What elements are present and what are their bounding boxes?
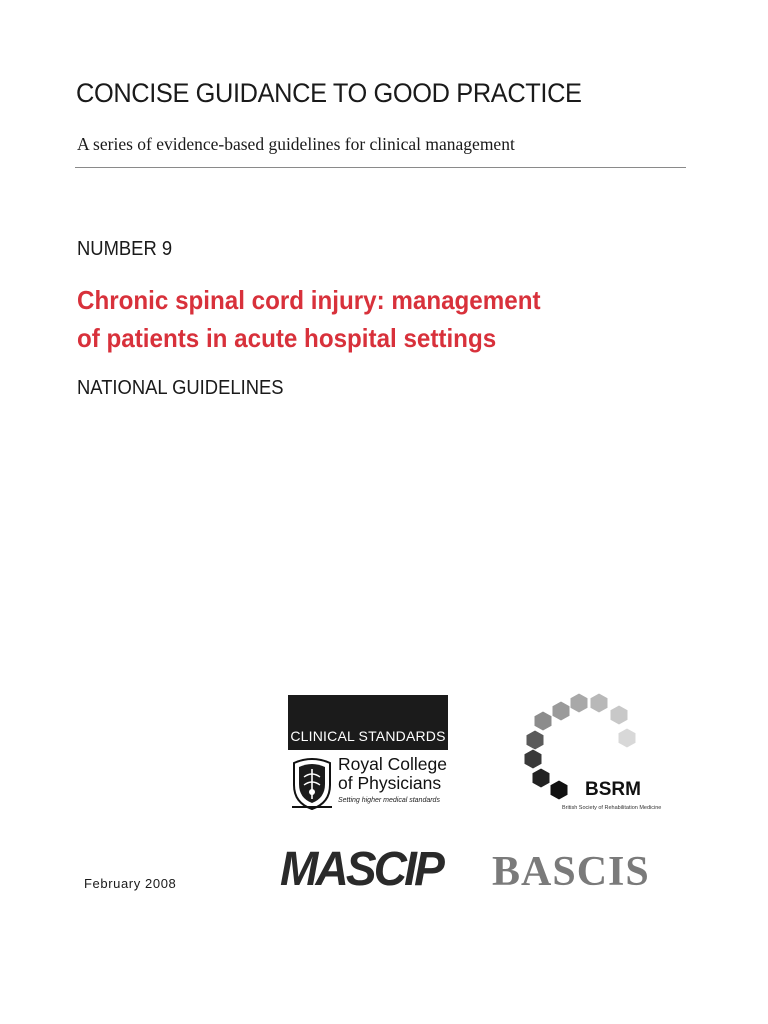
clinical-standards-band: [288, 695, 448, 750]
bsrm-logo: [510, 687, 675, 817]
document-number: NUMBER 9: [77, 238, 173, 260]
rcp-crest-icon: [290, 755, 334, 811]
mascip-wordmark: MASCIP: [280, 843, 442, 896]
rcp-logo: [288, 695, 448, 813]
document-type: NATIONAL GUIDELINES: [77, 377, 284, 399]
document-title: [77, 281, 635, 357]
mascip-logo: [276, 840, 460, 900]
bsrm-full-name: British Society of Rehabilitation Medicine: [562, 805, 662, 811]
rcp-name: [338, 755, 447, 793]
rcp-name-line-1: Royal College: [338, 754, 447, 774]
rcp-name-line-2: of Physicians: [338, 773, 442, 793]
rcp-tagline: Setting higher medical standards: [338, 797, 440, 804]
bsrm-acronym: BSRM: [585, 779, 641, 800]
document-title-line-2: of patients in acute hospital settings: [77, 323, 497, 353]
publication-date: February 2008: [84, 876, 177, 891]
series-title: CONCISE GUIDANCE TO GOOD PRACTICE: [76, 78, 582, 108]
document-title-line-1: Chronic spinal cord injury: management: [77, 285, 541, 315]
divider: [75, 167, 686, 168]
clinical-standards-label: CLINICAL STANDARDS: [290, 728, 446, 744]
series-subtitle: A series of evidence-based guidelines for clinical management: [77, 134, 515, 154]
bascis-logo: BASCIS: [492, 849, 650, 895]
